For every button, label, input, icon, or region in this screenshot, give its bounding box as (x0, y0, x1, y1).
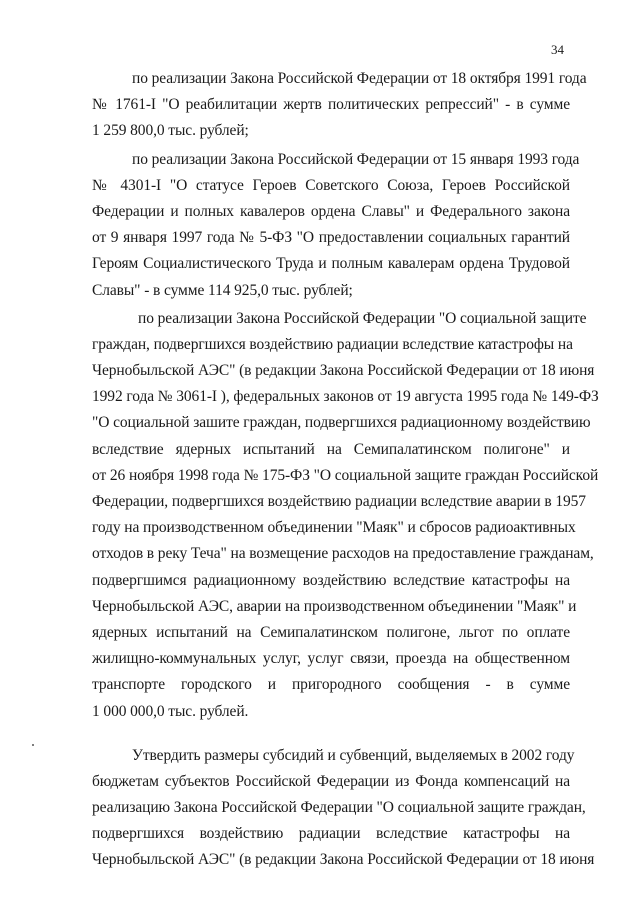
text-line: Чернобыльской АЭС" (в редакции Закона Российской Федерации от 18 июня (92, 362, 595, 380)
text-line: Федерации и полных кавалеров ордена Славы" и Федерального закона (92, 202, 570, 220)
text-line: отходов в реку Теча" на возмещение расходов на предоставление гражданам, (92, 545, 594, 563)
page-number: 34 (551, 42, 564, 57)
paragraph-radiation-protection-law (92, 306, 599, 725)
text-line: вследствие ядерных испытаний на Семипалатинском полигоне" и (92, 440, 570, 458)
scan-speck (32, 744, 34, 746)
paragraph-heroes-status-law (92, 147, 580, 304)
text-line: граждан, подвергшихся воздействию радиации вследствие катастрофы на (92, 335, 573, 353)
document-body (92, 66, 599, 874)
text-line: по реализации Закона Российской Федерации от 18 октября 1991 года (132, 70, 587, 87)
text-line: № 1761-I "О реабилитации жертв политических репрессий" - в сумме (92, 96, 570, 114)
text-line: Федерации, подвергшихся воздействию радиации вследствие аварии в 1957 (92, 493, 586, 510)
text-line: 1992 года № 3061-I ), федеральных законов от 19 августа 1995 года № 149-ФЗ (92, 388, 599, 406)
text-line: Утвердить размеры субсидий и субвенций, выделяемых в 2002 году (132, 746, 575, 764)
text-line: подвергшихся воздействию радиации вследствие катастрофы на (92, 825, 570, 843)
text-line: от 9 января 1997 года № 5-ФЗ "О предоставлении социальных гарантий (92, 229, 570, 247)
paragraph-rehabilitation-law (92, 66, 587, 145)
text-line: году на производственном объединении "Маяк" и сбросов радиоактивных (92, 519, 576, 537)
text-line: бюджетам субъектов Российской Федерации из Фонда компенсаций на (92, 772, 570, 790)
text-line: Чернобыльской АЭС" (в редакции Закона Российской Федерации от 18 июня (92, 851, 595, 869)
text-line: ядерных испытаний на Семипалатинском полигоне, льгот по оплате (92, 623, 570, 641)
text-line: транспорте городского и пригородного сообщения - в сумме (92, 676, 570, 694)
text-line: 1 259 800,0 тыс. рублей; (92, 122, 249, 140)
text-line: Героям Социалистического Труда и полным кавалерам ордена Трудовой (92, 255, 570, 273)
text-line: Чернобыльской АЭС, аварии на производственном объединении "Маяк" и (92, 597, 577, 615)
text-line: по реализации Закона Российской Федерации от 15 января 1993 года (132, 150, 580, 168)
text-line: № 4301-I "О статусе Героев Советского Союза, Героев Российской (92, 176, 570, 194)
text-line: подвергшимся радиационному воздействию вследствие катастрофы на (92, 571, 570, 589)
text-line: Славы" - в сумме 114 925,0 тыс. рублей; (92, 281, 353, 299)
text-line: по реализации Закона Российской Федерации "О социальной защите (138, 309, 587, 327)
text-line: от 26 ноября 1998 года № 175-ФЗ "О социальной защите граждан Российской (92, 466, 599, 484)
text-line: жилищно-коммунальных услуг, услуг связи, проезда на общественном (92, 650, 570, 668)
paragraph-subsidies-approval (92, 743, 595, 874)
text-line: реализацию Закона Российской Федерации "О социальной защите граждан, (92, 799, 586, 817)
text-line: 1 000 000,0 тыс. рублей. (92, 702, 249, 720)
text-line: "О социальной зашите граждан, подвергшихся радиационному воздействию (92, 414, 591, 432)
